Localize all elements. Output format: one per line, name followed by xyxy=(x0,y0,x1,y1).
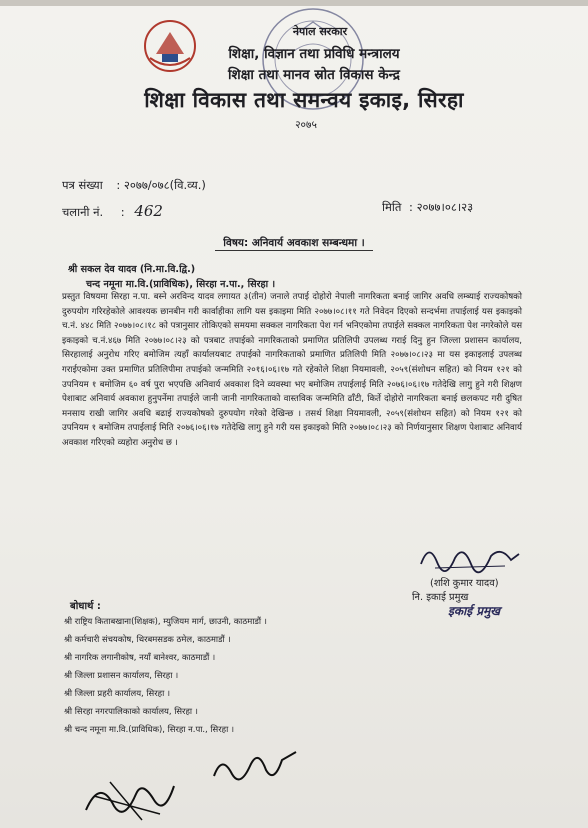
dispatch-label: चलानी नं. xyxy=(62,205,104,219)
letter-body: प्रस्तुत विषयमा सिरहा न.पा. बस्ने अरविन्द यादव लगायत ३(तीन) जनाले तपाई दोहोरो नेपाली नागरिकता बनाई जागिर अवधि लम्ब्याई राज्यकोषको दुरुपयोग गरिरहेकोले आवश्यक छानबीन गरी कार्वाहीका लागि यस इकाइमा मिति २०७७।०८।११ गते निवेदन दिएको सन्दर्भमा तपाईलाई यस इकाइको च.नं. ४४८ मिति २०७७।०८।१८ को पत्रानुसार तोकिएको समयमा सक्कल नागरिकता पेश गर्न भनिएकोमा तपाईले सक्कल नागरिकता पेश नगरेकोले यस इकाइको च.नं.४६७ मिति २०७७।०८।२३ को पत्रबाट तपाईको नागरिकताको प्रमाणित प्रतिलिपी उपलब्ध गराई दिनु हुन जिल्ला प्रशासन कार्यालय, सिरहालाई अनुरोध गरिए बमोजिम त्यहाँ कार्यालयबाट तपाईको नागरिकताको प्रमाणित प्रतिलिपी मिति २०७७।०८।२३ मा यस इकाइलाई उपलब्ध गराईएकोमा उक्त प्रमाणित प्रतिलिपीमा तपाईको जन्ममिति २०१६।०६।१७ गते रहेकोले शिक्षा नियमावली, २०५९(संशोधन सहित) को नियम १२१ को उपनियम १ बमोजिम ६० वर्ष पुरा भएपछि अनिवार्य अवकाश दिने व्यवस्था भए बमोजिम तपाईलाई मिति २०७६।०६।१७ गतेदेखि लागु हुने गरी शिक्षण पेशाबाट अनिवार्य अवकाश हुनुपर्नेमा तपाईले जानी जानी नागरिकताको वास्तविक जन्ममिति ढाँटी, किर्ते दोहोरो नागरिकता बनाई छलकपट गरी दुषित मनसाय राखी जागिर अवधि बढाई राज्यकोषको दुरुपयोग गरेको देखिन्छ । तसर्थ शिक्षा नियमावली, २०५९(संशोधन सहित) को नियम १२१ को उपनियम १ बमोजिम तपाईलाई मिति २०७६।०६।१७ गतेदेखि लागु हुने गरी यस इकाइको मिति २०७७।०८।२३ को निर्णयानुसार शिक्षण पेशाबाट अनिवार्य अवकाश गरिएको व्यहोरा अनुरोध छ । xyxy=(62,292,522,448)
subject-line xyxy=(0,236,588,250)
cc-item: श्री जिल्ला प्रशासन कार्यालय, सिरहा । xyxy=(64,670,179,680)
ministry-name: शिक्षा, विज्ञान तथा प्रविधि मन्त्रालय xyxy=(228,46,400,62)
ref-label: पत्र संख्या xyxy=(62,178,103,192)
handwritten-signature-icon xyxy=(415,536,525,576)
footer-signature-icon xyxy=(210,740,300,790)
signatory-name: (शशि कुमार यादव) xyxy=(430,578,499,589)
dispatch-number: 462 xyxy=(134,202,163,220)
addressee-name: श्री सकल देव यादव (नि.मा.वि.द्वि.) xyxy=(68,264,196,275)
cc-item: श्री जिल्ला प्रहरी कार्यालय, सिरहा । xyxy=(64,688,171,698)
date-row xyxy=(382,200,473,215)
signatory-title: नि. इकाई प्रमुख xyxy=(412,592,469,603)
established-year: २०७५ xyxy=(295,119,317,131)
center-name: शिक्षा तथा मानव स्रोत विकास केन्द्र xyxy=(228,67,400,83)
cc-item: श्री नागरिक लगानीकोष, नयाँ बानेश्वर, काठमाडौं । xyxy=(64,652,216,662)
cc-item: श्री चन्द नमूना मा.वि.(प्राविधिक), सिरहा न.पा., सिरहा । xyxy=(64,724,235,734)
date-value: : २०७७।०८।२३ xyxy=(409,200,474,214)
date-label: मिति xyxy=(382,200,402,214)
cc-item: श्री कर्मचारी संचयकोष, थिरबमसडक ठमेल, काठमाडौं । xyxy=(64,634,231,644)
cc-title: बोधार्थ : xyxy=(70,601,101,612)
subject-text: विषय: अनिवार्य अवकाश सम्बन्धमा । xyxy=(215,237,372,251)
ref-row xyxy=(62,178,206,193)
ref-value: : २०७७/०७८(वि.व्य.) xyxy=(116,178,206,192)
designation-stamp: इकाई प्रमुख xyxy=(448,604,501,618)
cc-item: श्री सिरहा नगरपालिकाको कार्यालय, सिरहा । xyxy=(64,706,198,716)
addressee-address: चन्द नमूना मा.वि.(प्राविधिक), सिरहा न.पा., सिरहा । xyxy=(86,279,276,290)
office-title: शिक्षा विकास तथा समन्वय इकाइ, सिरहा xyxy=(144,88,464,112)
cc-item: श्री राष्ट्रिय किताबखाना(शिक्षक), म्युजियम मार्ग, छाउनी, काठमाडौं । xyxy=(64,616,267,626)
footer-scribble-icon xyxy=(80,766,180,824)
seal-text: नेपाल सरकार xyxy=(292,25,348,38)
dispatch-row: चलानी नं. : 462 xyxy=(62,202,163,220)
